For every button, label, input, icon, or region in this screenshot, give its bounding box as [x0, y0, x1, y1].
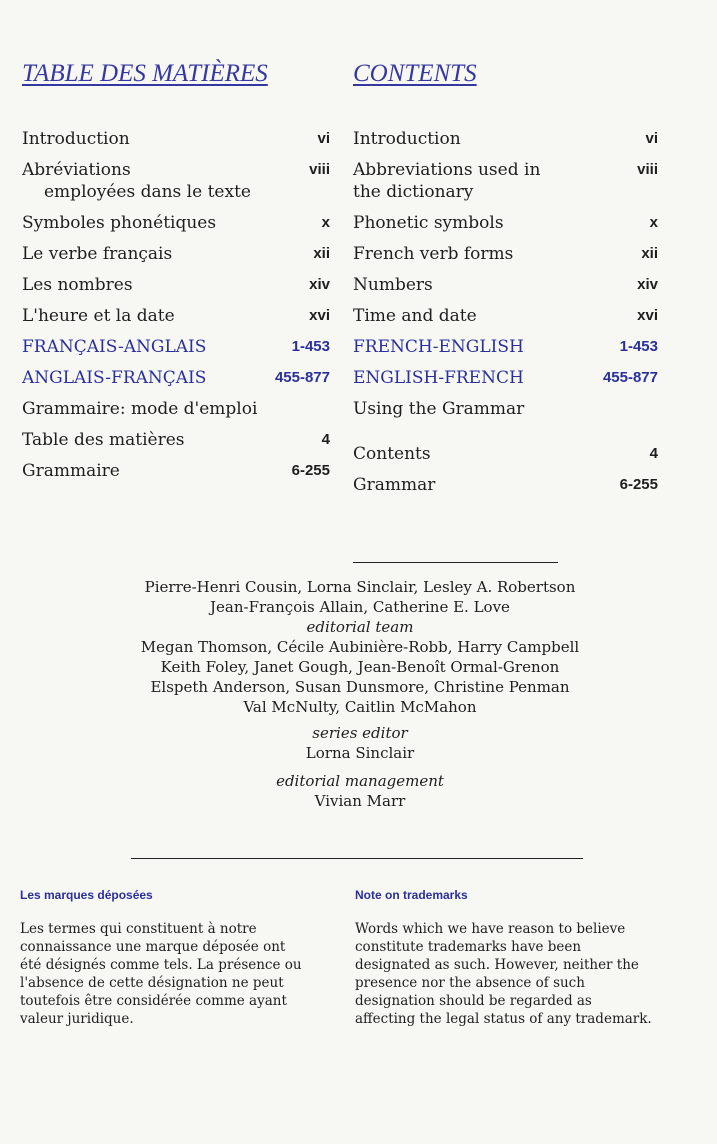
toc-entry-page: x [649, 214, 658, 231]
trademarks-french-text: Les termes qui constituent à notre connaissance une marque déposée ont été désignés comme tels. La présence ou l'absence de cette désignation ne peut toutefois être considérée comme ayant valeur juridique. [20, 921, 302, 1027]
toc-french-heading: TABLE DES MATIÈRES [22, 60, 268, 87]
team-line: Val McNulty, Caitlin McMahon [243, 698, 477, 716]
toc-entry-page: 4 [649, 445, 658, 462]
toc-entry-title [353, 159, 629, 203]
toc-entry[interactable] [353, 398, 658, 420]
toc-entry-section[interactable] [22, 367, 330, 389]
toc-entry-page: vi [317, 130, 330, 147]
toc-entry-title: Numbers [353, 275, 433, 295]
toc-entry-title: Table des matières [22, 430, 185, 450]
toc-entry-page: viii [637, 161, 658, 178]
toc-entry[interactable] [353, 474, 658, 496]
toc-entry-title [22, 159, 301, 203]
toc-entry-page: 455-877 [274, 369, 330, 386]
trademarks-english [355, 888, 655, 1028]
team-line: Elspeth Anderson, Susan Dunsmore, Christine Penman [150, 678, 570, 696]
authors-line: Pierre-Henri Cousin, Lorna Sinclair, Lesley A. Robertson [144, 578, 576, 596]
toc-entry-title: Grammaire [22, 461, 120, 481]
toc-entry-page: x [321, 214, 330, 231]
toc-entry-title: Le verbe français [22, 244, 173, 264]
divider-rule [131, 858, 583, 859]
toc-entry-title-line1: Abréviations [22, 160, 131, 180]
toc-entry[interactable] [22, 159, 330, 203]
toc-entry[interactable] [353, 212, 658, 234]
toc-entry-title: Les nombres [22, 275, 133, 295]
toc-entry[interactable] [22, 398, 330, 420]
toc-entry-page: 6-255 [291, 462, 330, 479]
toc-entry-page: xiv [309, 276, 330, 293]
toc-entry-title: Introduction [353, 129, 461, 149]
team-line: Keith Foley, Janet Gough, Jean-Benoît Ormal-Grenon [160, 658, 560, 676]
toc-english-heading: CONTENTS [353, 60, 477, 87]
toc-entry-page: xvi [637, 307, 658, 324]
toc-entry-title: Symboles phonétiques [22, 213, 217, 233]
toc-entry[interactable] [22, 128, 330, 150]
toc-entry-title: FRANÇAIS-ANGLAIS [22, 337, 207, 357]
trademarks-english-text: Words which we have reason to believe constitute trademarks have been designated as such. However, neither the presence nor the absence of such designation should be regarded as affecting the legal status of any trademark. [355, 921, 652, 1027]
toc-entry[interactable] [22, 305, 330, 327]
toc-entry[interactable] [22, 460, 330, 482]
toc-entry-page: xii [641, 245, 658, 262]
series-editor-name: Lorna Sinclair [305, 744, 415, 762]
toc-entry-title: French verb forms [353, 244, 514, 264]
toc-entry[interactable] [353, 128, 658, 150]
toc-entry-section[interactable] [22, 336, 330, 358]
team-line: Megan Thomson, Cécile Aubinière-Robb, Harry Campbell [140, 638, 580, 656]
toc-entry[interactable] [353, 443, 658, 465]
toc-entry-page: viii [309, 161, 330, 178]
toc-entry-page: vi [645, 130, 658, 147]
toc-entry[interactable] [22, 243, 330, 265]
trademarks-english-title: Note on trademarks [355, 888, 468, 902]
toc-entry-section[interactable] [353, 336, 658, 358]
toc-entry-page: 1-453 [619, 338, 658, 355]
toc-entry[interactable] [353, 243, 658, 265]
toc-entry-page: xii [313, 245, 330, 262]
management-label: editorial management [276, 772, 444, 790]
toc-entry-page: 455-877 [602, 369, 658, 386]
editorial-team-label: editorial team [306, 618, 414, 636]
authors-line: Jean-François Allain, Catherine E. Love [210, 598, 510, 616]
toc-entry-page: 4 [321, 431, 330, 448]
toc-entry[interactable] [22, 212, 330, 234]
toc-entry-page: 1-453 [291, 338, 330, 355]
credits-block [60, 577, 660, 811]
toc-entry-title: Grammar [353, 475, 436, 495]
toc-entry-page: xvi [309, 307, 330, 324]
toc-french-column [22, 60, 330, 491]
trademarks-french-title: Les marques déposées [20, 888, 153, 902]
toc-entry-title-line2: the dictionary [353, 182, 474, 202]
toc-entry[interactable] [353, 274, 658, 296]
toc-entry-title: Introduction [22, 129, 130, 149]
toc-entry-title: Using the Grammar [353, 399, 525, 419]
toc-entry-title: FRENCH-ENGLISH [353, 337, 524, 357]
toc-entry-title-line1: Abbreviations used in [353, 160, 541, 180]
toc-english-column [353, 60, 658, 505]
toc-entry-page: 6-255 [619, 476, 658, 493]
toc-entry-title: Grammaire: mode d'emploi [22, 399, 258, 419]
toc-entry-title: Contents [353, 444, 431, 464]
toc-entry[interactable] [22, 274, 330, 296]
toc-entry-title: ENGLISH-FRENCH [353, 368, 524, 388]
toc-entry-title-line2: employées dans le texte [44, 182, 251, 202]
toc-entry-title: Phonetic symbols [353, 213, 504, 233]
toc-entry-title: Time and date [353, 306, 477, 326]
toc-entry-title: L'heure et la date [22, 306, 175, 326]
toc-entry[interactable] [353, 305, 658, 327]
divider-rule [353, 562, 558, 563]
toc-entry[interactable] [22, 429, 330, 451]
toc-entry-page: xiv [637, 276, 658, 293]
toc-entry-title: ANGLAIS-FRANÇAIS [22, 368, 207, 388]
toc-entry-section[interactable] [353, 367, 658, 389]
trademarks-french [20, 888, 310, 1028]
management-name: Vivian Marr [314, 792, 406, 810]
toc-entry[interactable] [353, 159, 658, 203]
series-editor-label: series editor [312, 724, 408, 742]
